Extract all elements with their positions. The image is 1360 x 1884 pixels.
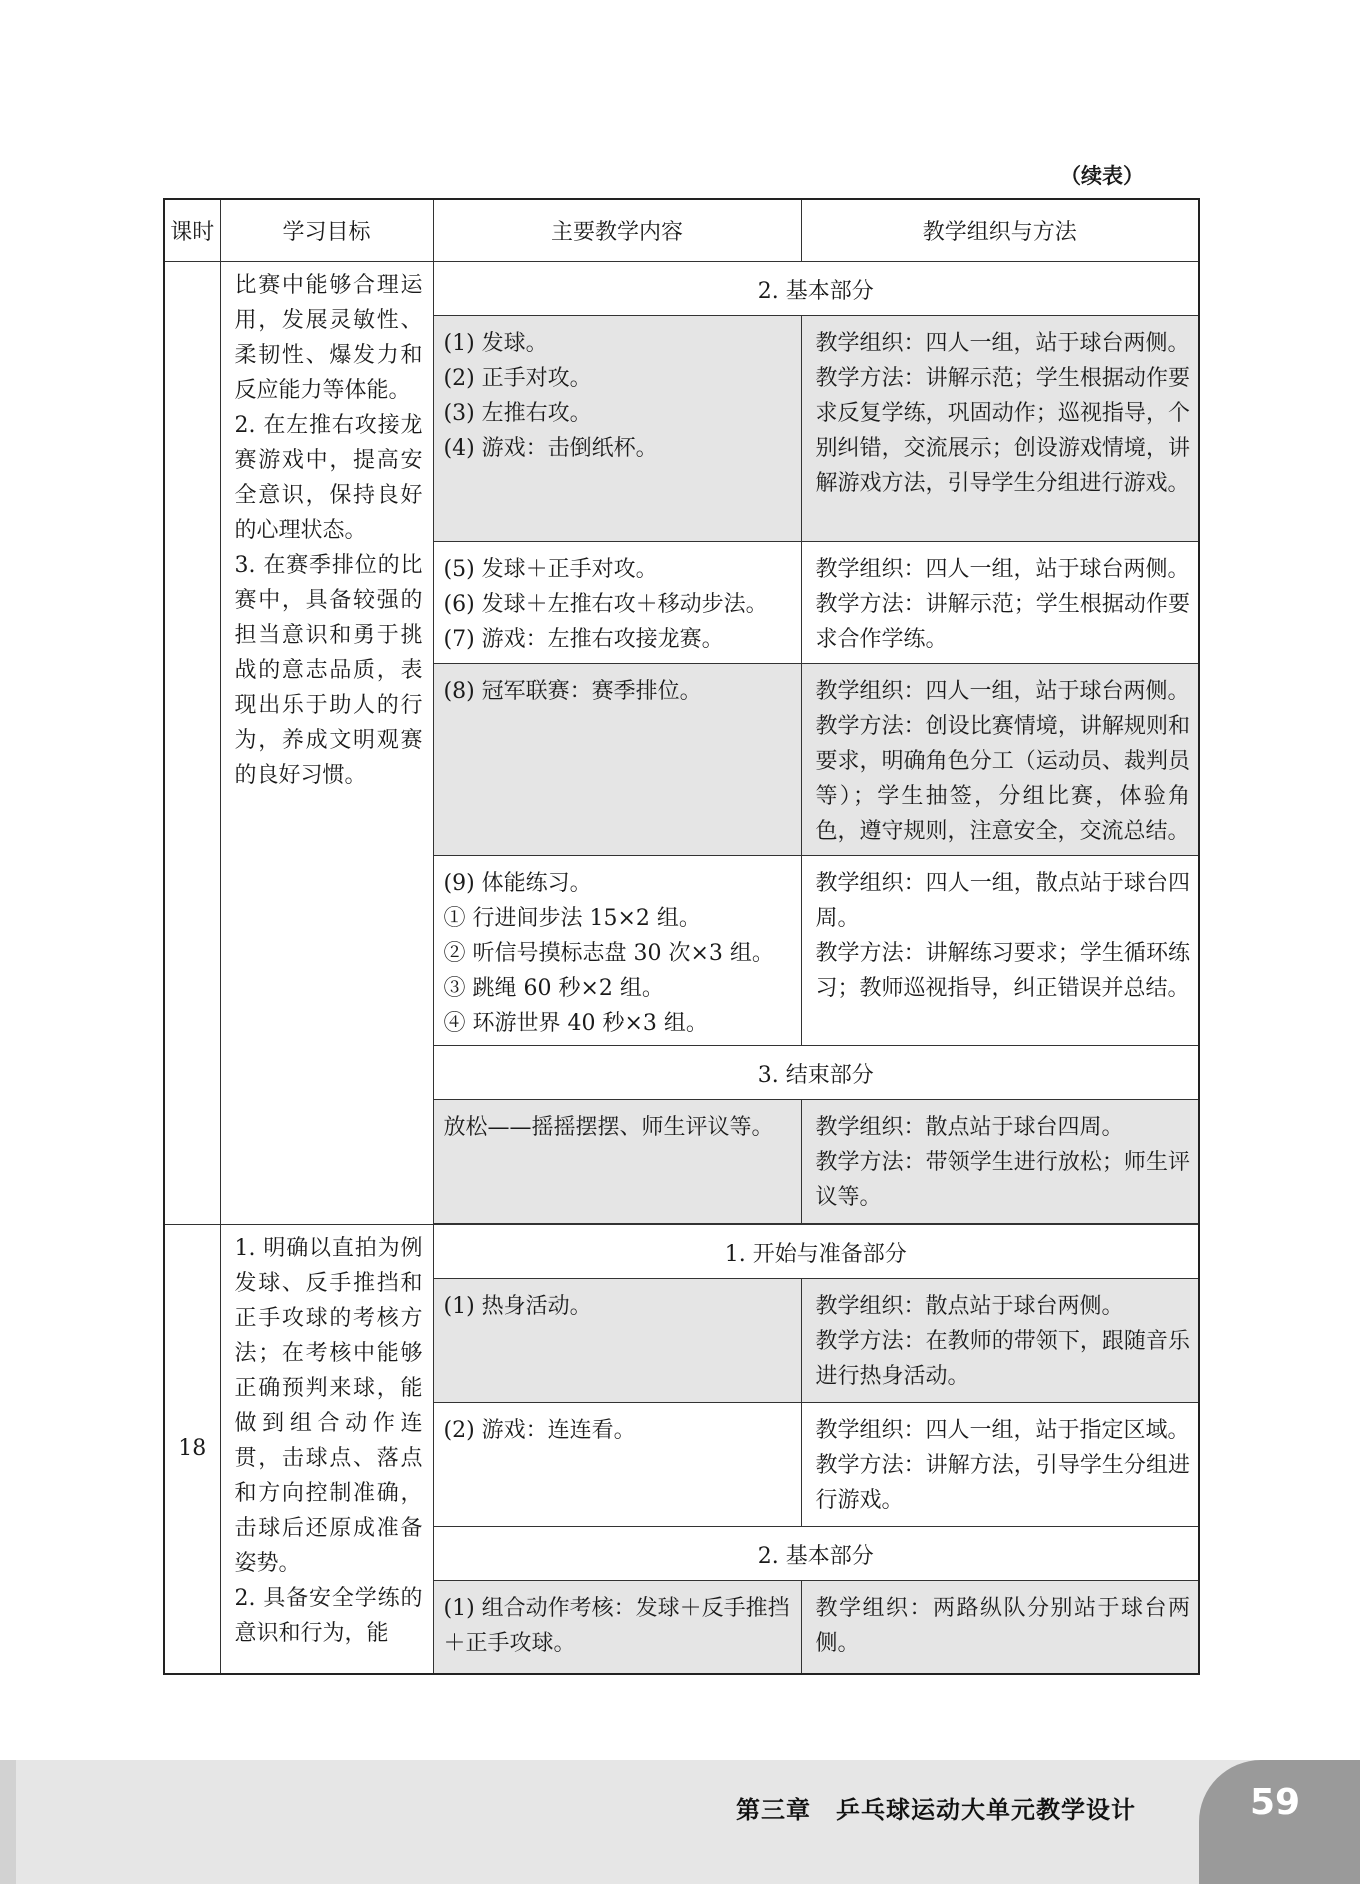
learning-goals: 1. 明确以直拍为例发球、反手推挡和正手攻球的考核方法；在考核中能够正确预判来球，能做到组合动作连贯，击球点、落点和方向控制准确，击球后还原成准备姿势。 2. 具备安全学练的意识和行为，能: [220, 1224, 433, 1674]
learning-goals: 比赛中能够合理运用，发展灵敏性、柔韧性、爆发力和反应能力等体能。 2. 在左推右攻接龙赛游戏中，提高安全意识，保持良好的心理状态。 3. 在赛季排位的比赛中，具备较强的担当意识和勇于挑战的意志品质，表现出乐于助人的行为，养成文明观赛的良好习惯。: [220, 261, 433, 1224]
lesson-plan-table: [163, 198, 1200, 1675]
table-row: [164, 261, 1199, 315]
teaching-content: (5) 发球＋正手对攻。 (6) 发球＋左推右攻＋移动步法。 (7) 游戏：左推右攻接龙赛。: [433, 541, 801, 663]
teaching-content: (2) 游戏：连连看。: [433, 1402, 801, 1526]
teaching-method: 教学组织：四人一组，站于球台两侧。 教学方法：讲解示范；学生根据动作要求合作学练。: [801, 541, 1199, 663]
teaching-content: (9) 体能练习。 ① 行进间步法 15×2 组。 ② 听信号摸标志盘 30 次×3 组。 ③ 跳绳 60 秒×2 组。 ④ 环游世界 40 秒×3 组。: [433, 855, 801, 1045]
page-number: 59: [1250, 1782, 1301, 1823]
section-title: 3. 结束部分: [433, 1045, 1199, 1099]
teaching-method: 教学组织：散点站于球台两侧。 教学方法：在教师的带领下，跟随音乐进行热身活动。: [801, 1278, 1199, 1402]
teaching-method: 教学组织：四人一组，散点站于球台四周。 教学方法：讲解练习要求；学生循环练习；教师巡视指导，纠正错误并总结。: [801, 855, 1199, 1045]
chapter-title: 第三章 乒乓球运动大单元教学设计: [736, 1796, 1136, 1824]
section-title: 2. 基本部分: [433, 1526, 1199, 1580]
teaching-content: (1) 发球。 (2) 正手对攻。 (3) 左推右攻。 (4) 游戏：击倒纸杯。: [433, 315, 801, 541]
header-method: 教学组织与方法: [801, 199, 1199, 261]
table-row: [164, 1224, 1199, 1278]
teaching-method: 教学组织：四人一组，站于指定区域。 教学方法：讲解方法，引导学生分组进行游戏。: [801, 1402, 1199, 1526]
header-lesson: 课时: [164, 199, 220, 261]
teaching-method: 教学组织：散点站于球台四周。 教学方法：带领学生进行放松；师生评议等。: [801, 1099, 1199, 1223]
header-goals: 学习目标: [220, 199, 433, 261]
section-title: 1. 开始与准备部分: [433, 1224, 1199, 1278]
teaching-method: 教学组织：两路纵队分别站于球台两侧。: [801, 1580, 1199, 1674]
header-content: 主要教学内容: [433, 199, 801, 261]
footer-band: [0, 1760, 1360, 1884]
table-header-row: [164, 199, 1199, 261]
teaching-content: (8) 冠军联赛：赛季排位。: [433, 663, 801, 855]
lesson-number: 18: [164, 1224, 220, 1674]
teaching-content: (1) 组合动作考核：发球＋反手推挡＋正手攻球。: [433, 1580, 801, 1674]
teaching-content: 放松——摇摇摆摆、师生评议等。: [433, 1099, 801, 1223]
continued-label: （续表）: [1060, 164, 1144, 188]
teaching-content: (1) 热身活动。: [433, 1278, 801, 1402]
teaching-method: 教学组织：四人一组，站于球台两侧。 教学方法：创设比赛情境，讲解规则和要求，明确角色分工（运动员、裁判员等）；学生抽签，分组比赛，体验角色，遵守规则，注意安全，交流总结。: [801, 663, 1199, 855]
section-title: 2. 基本部分: [433, 261, 1199, 315]
teaching-method: 教学组织：四人一组，站于球台两侧。 教学方法：讲解示范；学生根据动作要求反复学练，巩固动作；巡视指导，个别纠错，交流展示；创设游戏情境，讲解游戏方法，引导学生分组进行游戏。: [801, 315, 1199, 541]
lesson-number: [164, 261, 220, 1224]
